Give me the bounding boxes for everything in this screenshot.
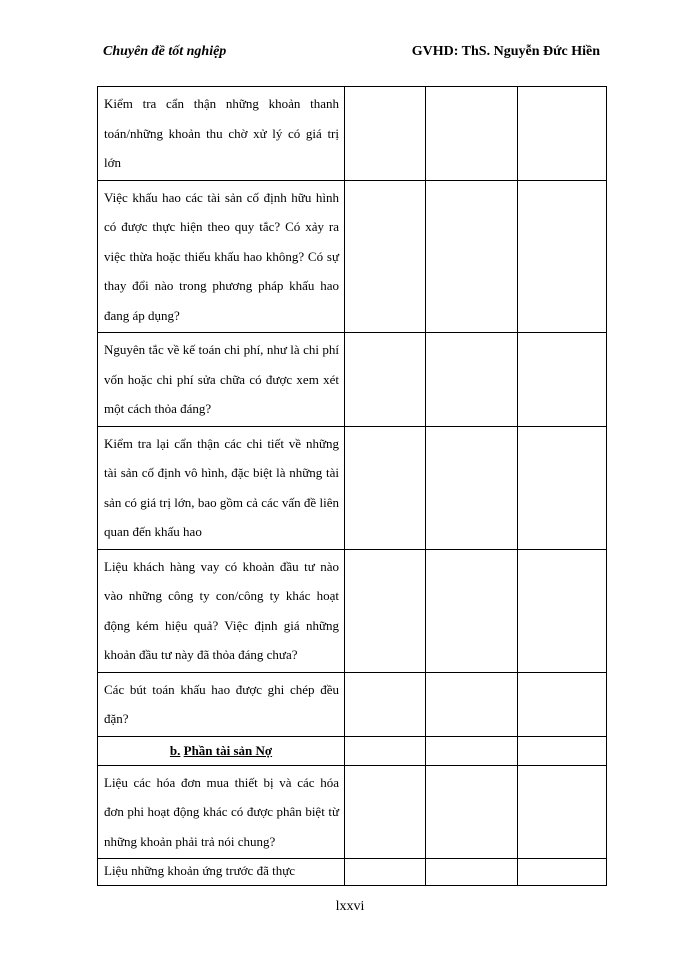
answer-cell: [426, 87, 518, 181]
question-text: Liệu những khoản ứng trước đã thực: [104, 863, 296, 878]
answer-cell: [518, 765, 607, 859]
answer-cell: [345, 765, 426, 859]
section-prefix: b.: [169, 742, 181, 758]
question-text: Liệu các hóa đơn mua thiết bị và các hóa đơn phi hoạt động khác có được phân biệt từ những khoản phải trả nói chung?: [104, 774, 339, 849]
question-cell: [98, 180, 345, 333]
question-cell: [98, 426, 345, 549]
question-text: Nguyên tắc về kế toán chi phí, như là chi phí vốn hoặc chi phí sửa chữa có được xem xét một cách thỏa đáng?: [104, 342, 339, 416]
table-row: [98, 765, 607, 859]
table-row: [98, 672, 607, 736]
answer-cell: [426, 736, 518, 765]
section-heading: [98, 737, 344, 765]
section-row: [98, 736, 607, 765]
table-row: [98, 333, 607, 427]
question-cell: [98, 859, 345, 886]
answer-cell: [518, 672, 607, 736]
answer-cell: [345, 859, 426, 886]
supervisor-label: GVHD: ThS. Nguyễn Đức Hiền: [411, 44, 600, 59]
answer-cell: [345, 87, 426, 181]
answer-cell: [426, 672, 518, 736]
answer-cell: [345, 426, 426, 549]
table-row: [98, 859, 607, 886]
checklist-table: [97, 86, 607, 886]
answer-cell: [426, 180, 518, 333]
question-text: Các bút toán khấu hao được ghi chép đều đặn?: [104, 681, 339, 726]
answer-cell: [518, 333, 607, 427]
answer-cell: [426, 859, 518, 886]
question-cell: [98, 765, 345, 859]
answer-cell: [518, 549, 607, 672]
page-number: lxxvi: [335, 899, 365, 914]
answer-cell: [345, 672, 426, 736]
answer-cell: [426, 426, 518, 549]
answer-cell: [345, 736, 426, 765]
question-cell: [98, 672, 345, 736]
section-cell: [98, 736, 345, 765]
answer-cell: [345, 180, 426, 333]
question-cell: [98, 549, 345, 672]
answer-cell: [345, 549, 426, 672]
document-title: Chuyên đề tốt nghiệp: [103, 44, 227, 59]
question-text: Việc khấu hao các tài sản cố định hữu hình có được thực hiện theo quy tắc? Có xảy ra việc thừa hoặc thiếu khấu hao không? Có sự thay đổi nào trong phương pháp khấu hao đang áp dụng?: [104, 189, 339, 323]
answer-cell: [518, 87, 607, 181]
page-header: [103, 44, 600, 64]
answer-cell: [345, 333, 426, 427]
table-row: [98, 180, 607, 333]
answer-cell: [518, 180, 607, 333]
question-cell: [98, 87, 345, 181]
table-row: [98, 87, 607, 181]
answer-cell: [518, 736, 607, 765]
table-row: [98, 549, 607, 672]
answer-cell: [518, 426, 607, 549]
answer-cell: [426, 549, 518, 672]
answer-cell: [518, 859, 607, 886]
answer-cell: [426, 333, 518, 427]
question-text: Kiểm tra lại cẩn thận các chi tiết về những tài sản cố định vô hình, đặc biệt là những tài sản có giá trị lớn, bao gồm cả các vấn đề liên quan đến khấu hao: [104, 435, 339, 539]
table-row: [98, 426, 607, 549]
answer-cell: [426, 765, 518, 859]
question-cell: [98, 333, 345, 427]
question-text: Kiểm tra cẩn thận những khoản thanh toán/những khoản thu chờ xử lý có giá trị lớn: [104, 96, 339, 170]
question-text: Liệu khách hàng vay có khoản đầu tư nào vào những công ty con/công ty khác hoạt động kém hiệu quả? Việc định giá những khoản đầu tư này đã thỏa đáng chưa?: [104, 558, 339, 662]
section-title: Phần tài sản Nợ: [183, 742, 273, 758]
